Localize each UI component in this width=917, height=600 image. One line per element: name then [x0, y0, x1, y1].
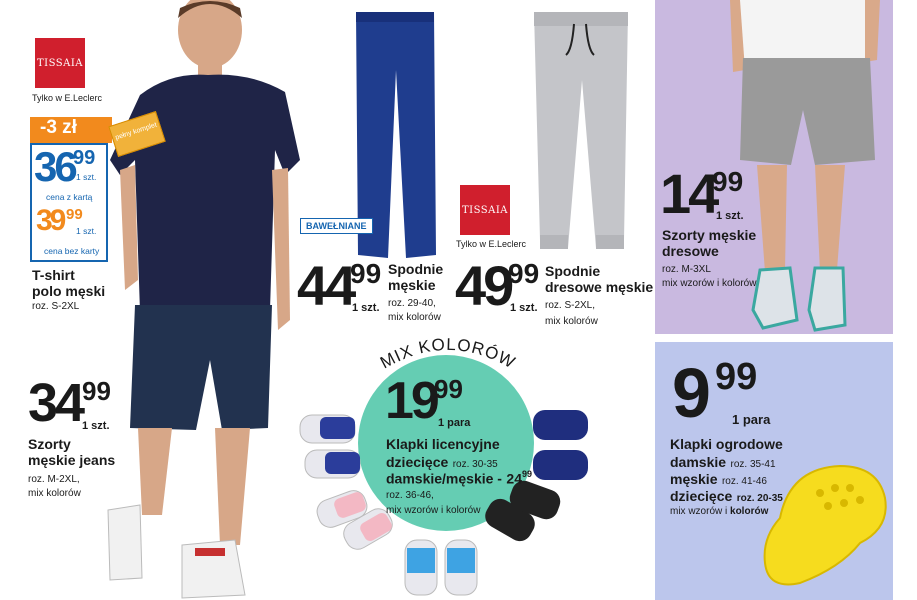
slides-price-cents: 99 — [434, 374, 463, 404]
sport-shorts-name-2: dresowe — [662, 243, 719, 259]
trousers-mix: mix kolorów — [388, 312, 441, 323]
clogs-size-2: roz. 35-41 — [730, 459, 776, 470]
clogs-size-4: roz. 20-35 — [736, 493, 783, 504]
polo-name-1: T-shirt — [32, 267, 75, 283]
clogs-name-2: damskie — [670, 454, 727, 470]
jeans-name-2: męskie jeans — [28, 452, 116, 468]
sport-shorts-price-cents: 99 — [712, 166, 744, 197]
bonus-badge-text: pełny komplet — [114, 121, 158, 142]
sweatpants-price-main: 49 — [455, 254, 512, 317]
sport-shorts-name-1: Szorty męskie — [662, 227, 757, 243]
clogs-unit: 1 para — [732, 412, 771, 427]
polo-size: roz. S-2XL — [32, 301, 80, 312]
sweatpants-name-2: dresowe męskie — [545, 279, 654, 295]
card-label: cena z kartą — [46, 192, 93, 202]
slides-price-main: 19 — [385, 372, 437, 430]
clogs-name-4: dziecięce — [670, 488, 733, 504]
clogs-mix-2: kolorów — [730, 506, 769, 517]
brand-logo-left: TISSAIA — [35, 38, 85, 88]
slides-name-2: dziecięce — [386, 454, 449, 470]
jeans-price-main: 34 — [28, 373, 83, 433]
sweatpants-mix: mix kolorów — [545, 316, 598, 327]
trousers-name-2: męskie — [388, 277, 436, 293]
sweatpants-unit: 1 szt. — [510, 302, 538, 314]
slides-price-3: 24 — [506, 470, 522, 487]
slides-price-3-cents: 99 — [522, 469, 533, 479]
polo-name-2: polo męski — [32, 283, 106, 299]
clogs-name-1: Klapki ogrodowe — [670, 436, 783, 452]
sport-shorts-price-main: 14 — [660, 162, 717, 225]
clogs-mix-1: mix wzorów i — [670, 506, 728, 517]
slides-name-1: Klapki licencyjne — [386, 436, 500, 452]
jeans-mix: mix kolorów — [28, 488, 81, 499]
brand-logo-sweatpants: TISSAIA — [460, 185, 510, 235]
exclusive-label-left: Tylko w E.Leclerc — [32, 93, 103, 103]
sweatpants-size: roz. S-2XL, — [545, 300, 596, 311]
jeans-size: roz. M-2XL, — [28, 474, 80, 485]
clogs-price-main: 9 — [672, 354, 708, 432]
sweatpants-price-cents: 99 — [508, 258, 540, 289]
sport-shorts-size: roz. M-3XL — [662, 264, 711, 275]
sweatpants-image — [528, 10, 633, 255]
mix-colors-text: MIX KOLORÓW — [377, 334, 519, 373]
clogs-line-3 — [670, 471, 767, 489]
jeans-name-1: Szorty — [28, 436, 71, 452]
sport-shorts-mix: mix wzorów i kolorów — [662, 278, 757, 289]
discount-text: -3 zł — [40, 117, 77, 138]
regular-price-main: 39 — [36, 204, 64, 237]
card-unit: 1 szt. — [76, 172, 97, 182]
slides-mix: mix wzorów i kolorów — [386, 505, 481, 516]
model-image — [100, 0, 310, 600]
trousers-price-main: 44 — [297, 254, 354, 317]
cotton-tag: BAWEŁNIANE — [300, 218, 373, 234]
regular-label: cena bez karty — [44, 246, 100, 256]
slides-name-3: damskie/męskie - — [386, 470, 502, 487]
slides-line-3 — [386, 470, 532, 488]
clogs-name-3: męskie — [670, 471, 718, 487]
sweatpants-name-1: Spodnie — [545, 263, 601, 279]
clogs-mix — [670, 506, 768, 518]
slides-size-2: roz. 30-35 — [452, 459, 498, 470]
sport-shorts-unit: 1 szt. — [716, 210, 744, 222]
trousers-unit: 1 szt. — [352, 302, 380, 314]
exclusive-label-sweatpants: Tylko w E.Leclerc — [456, 239, 527, 249]
clogs-price-cents: 99 — [715, 356, 758, 398]
card-price-cents: 99 — [73, 147, 96, 169]
jeans-unit: 1 szt. — [82, 420, 110, 432]
regular-unit: 1 szt. — [76, 226, 97, 236]
regular-price-cents: 99 — [66, 206, 83, 223]
clog-image — [760, 458, 890, 593]
slides-unit: 1 para — [438, 417, 471, 429]
slides-image — [295, 400, 595, 600]
card-price-main: 36 — [34, 143, 75, 190]
slides-size-3: roz. 36-46, — [386, 490, 434, 501]
trousers-size: roz. 29-40, — [388, 298, 436, 309]
trousers-price-cents: 99 — [350, 258, 382, 289]
clogs-size-3: roz. 41-46 — [721, 476, 767, 487]
jeans-price-cents: 99 — [82, 376, 111, 406]
trousers-name-1: Spodnie — [388, 261, 444, 277]
